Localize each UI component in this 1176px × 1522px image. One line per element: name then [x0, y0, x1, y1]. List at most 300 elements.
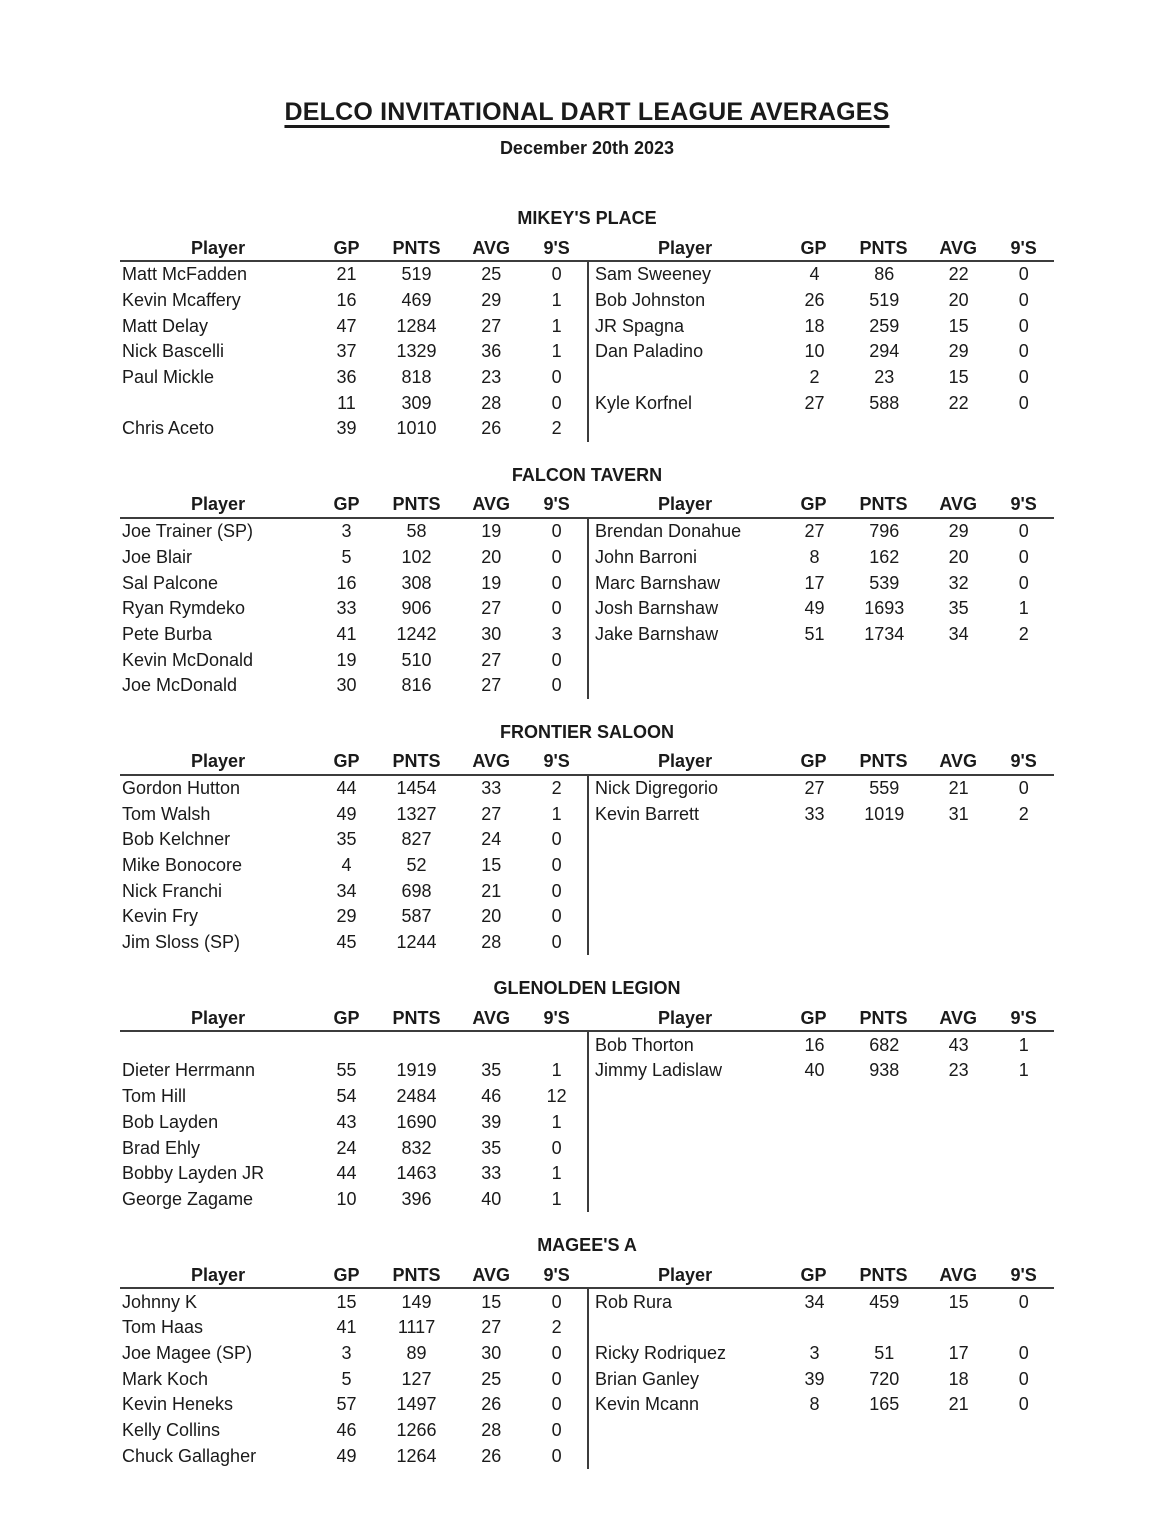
nines-cell: 0 [551, 829, 562, 850]
column-header: 9'S [543, 1007, 570, 1028]
nines-cell: 0 [551, 1445, 562, 1466]
gp-cell: 10 [336, 1188, 357, 1209]
body-half-left [120, 1289, 587, 1469]
player-name-cell: Joe Trainer (SP) [122, 521, 254, 542]
column-header-row [587, 1006, 1054, 1030]
nines-cell: 0 [551, 1394, 562, 1415]
column-header: PNTS [392, 1007, 441, 1028]
avg-cell: 18 [948, 1368, 969, 1389]
pnts-cell: 818 [401, 367, 432, 388]
player-row [589, 801, 1054, 827]
player-row [589, 1187, 1054, 1213]
player-name-cell: Kevin McDonald [122, 649, 254, 670]
player-row [120, 288, 587, 314]
player-row [589, 1443, 1054, 1469]
column-header-row [587, 493, 1054, 517]
table-header [120, 1006, 1054, 1032]
avg-cell: 27 [481, 315, 502, 336]
gp-cell: 47 [336, 315, 357, 336]
player-name-cell: Kevin Fry [122, 906, 199, 927]
column-header: PNTS [392, 1264, 441, 1285]
column-header-row [120, 1263, 587, 1287]
player-row [589, 647, 1054, 673]
column-header: AVG [939, 494, 978, 515]
team-section [120, 721, 1054, 956]
avg-cell: 28 [481, 932, 502, 953]
player-row [589, 930, 1054, 956]
pnts-cell: 588 [869, 392, 900, 413]
nines-cell: 3 [551, 623, 562, 644]
pnts-cell: 1284 [396, 315, 437, 336]
nines-cell: 2 [551, 777, 562, 798]
player-row [120, 904, 587, 930]
nines-cell: 1 [551, 1111, 562, 1132]
nines-cell: 1 [551, 1060, 562, 1081]
gp-cell: 3 [341, 521, 352, 542]
player-name-cell: Ricky Rodriquez [595, 1342, 727, 1363]
pnts-cell: 165 [869, 1394, 900, 1415]
avg-cell: 23 [948, 1060, 969, 1081]
avg-cell: 28 [481, 392, 502, 413]
nines-cell: 0 [1018, 1394, 1029, 1415]
pnts-cell: 720 [869, 1368, 900, 1389]
avg-cell: 28 [481, 1420, 502, 1441]
pnts-cell: 149 [401, 1291, 432, 1312]
player-name-cell: Bob Kelchner [122, 829, 231, 850]
player-row [120, 622, 587, 648]
player-row [120, 1289, 587, 1315]
gp-cell: 5 [341, 1368, 352, 1389]
column-header: 9'S [1010, 237, 1037, 258]
table-body [120, 1289, 1054, 1469]
avg-cell: 35 [481, 1137, 502, 1158]
avg-cell: 15 [481, 855, 502, 876]
avg-cell: 21 [948, 1394, 969, 1415]
nines-cell: 1 [551, 803, 562, 824]
avg-cell: 15 [948, 315, 969, 336]
player-row [589, 1161, 1054, 1187]
team-section [120, 977, 1054, 1212]
gp-cell: 39 [336, 418, 357, 439]
gp-cell: 37 [336, 341, 357, 362]
gp-cell: 27 [804, 392, 825, 413]
avg-cell: 19 [481, 521, 502, 542]
nines-cell: 1 [1018, 598, 1029, 619]
nines-cell: 0 [1018, 572, 1029, 593]
team-name: FALCON TAVERN [511, 464, 663, 485]
header-half-left [120, 493, 587, 517]
header-half-right [587, 750, 1054, 774]
player-name-cell: Bob Layden [122, 1111, 219, 1132]
pnts-cell: 58 [406, 521, 427, 542]
player-row [120, 545, 587, 571]
player-name-cell: Nick Digregorio [595, 777, 719, 798]
column-header: AVG [939, 237, 978, 258]
player-name-cell: Rob Rura [595, 1291, 673, 1312]
player-row [120, 1084, 587, 1110]
gp-cell: 51 [804, 623, 825, 644]
column-header: Player [658, 494, 713, 515]
body-half-right [587, 1289, 1054, 1469]
team-section [120, 464, 1054, 699]
nines-cell: 0 [551, 367, 562, 388]
avg-cell: 33 [481, 1163, 502, 1184]
player-row [589, 1315, 1054, 1341]
pnts-cell: 510 [401, 649, 432, 670]
player-row [589, 288, 1054, 314]
page-title: DELCO INVITATIONAL DART LEAGUE AVERAGES [284, 98, 890, 126]
column-header-row [587, 236, 1054, 260]
pnts-cell: 1693 [864, 598, 905, 619]
player-row [120, 1418, 587, 1444]
gp-cell: 41 [336, 1317, 357, 1338]
gp-cell: 26 [804, 290, 825, 311]
player-row [589, 622, 1054, 648]
column-header: 9'S [543, 751, 570, 772]
pnts-cell: 1117 [397, 1317, 436, 1338]
nines-cell: 0 [1018, 341, 1029, 362]
gp-cell: 3 [809, 1342, 820, 1363]
body-half-right [587, 519, 1054, 699]
nines-cell: 0 [551, 1137, 562, 1158]
nines-cell: 0 [551, 546, 562, 567]
player-row [120, 313, 587, 339]
gp-cell: 4 [809, 264, 820, 285]
player-name-cell: Joe Magee (SP) [122, 1342, 253, 1363]
player-row [120, 339, 587, 365]
column-header-row [587, 750, 1054, 774]
header-half-right [587, 236, 1054, 260]
player-name-cell: Kelly Collins [122, 1420, 221, 1441]
pnts-cell: 1266 [396, 1420, 437, 1441]
pnts-cell: 459 [869, 1291, 900, 1312]
column-header: Player [191, 1007, 246, 1028]
column-header: GP [800, 237, 827, 258]
player-name-cell: Joe McDonald [122, 675, 238, 696]
gp-cell: 36 [336, 367, 357, 388]
team-name: FRONTIER SALOON [500, 721, 674, 742]
gp-cell: 2 [809, 367, 820, 388]
player-row [120, 416, 587, 442]
nines-cell: 2 [551, 418, 562, 439]
player-row [120, 1366, 587, 1392]
pnts-cell: 469 [401, 290, 432, 311]
avg-cell: 35 [948, 598, 969, 619]
player-row [120, 930, 587, 956]
player-name-cell: Mike Bonocore [122, 855, 243, 876]
column-header: 9'S [543, 1264, 570, 1285]
player-row [120, 801, 587, 827]
player-row [120, 570, 587, 596]
player-name-cell: Brendan Donahue [595, 521, 742, 542]
avg-cell: 40 [481, 1188, 502, 1209]
avg-cell: 27 [481, 1317, 502, 1338]
player-row [120, 1161, 587, 1187]
gp-cell: 55 [336, 1060, 357, 1081]
column-header: GP [333, 751, 360, 772]
player-row [589, 1418, 1054, 1444]
nines-cell: 0 [551, 932, 562, 953]
player-name-cell: Nick Franchi [122, 880, 223, 901]
player-name-cell: Bob Thorton [595, 1034, 694, 1055]
nines-cell: 0 [1018, 1291, 1029, 1312]
pnts-cell: 832 [401, 1137, 432, 1158]
column-header: 9'S [1010, 494, 1037, 515]
player-name-cell: Joe Blair [122, 546, 193, 567]
pnts-cell: 308 [401, 572, 432, 593]
gp-cell: 16 [804, 1034, 825, 1055]
table-header [120, 236, 1054, 262]
header-half-right [587, 1263, 1054, 1287]
player-row [589, 1058, 1054, 1084]
player-row [589, 1392, 1054, 1418]
avg-cell: 26 [481, 1445, 502, 1466]
avg-cell: 24 [481, 829, 502, 850]
nines-cell: 0 [1018, 290, 1029, 311]
nines-cell: 1 [551, 315, 562, 336]
player-row [589, 1135, 1054, 1161]
avg-cell: 30 [481, 1342, 502, 1363]
player-name-cell: Matt McFadden [122, 264, 248, 285]
column-header: Player [191, 237, 246, 258]
player-row [589, 673, 1054, 699]
gp-cell: 8 [809, 1394, 820, 1415]
player-row [589, 570, 1054, 596]
player-name-cell: Josh Barnshaw [595, 598, 719, 619]
gp-cell: 33 [804, 803, 825, 824]
pnts-cell: 827 [401, 829, 432, 850]
player-row [589, 596, 1054, 622]
gp-cell: 44 [336, 777, 357, 798]
gp-cell: 40 [804, 1060, 825, 1081]
column-header: Player [191, 1264, 246, 1285]
avg-cell: 27 [481, 649, 502, 670]
avg-cell: 15 [948, 1291, 969, 1312]
nines-cell: 0 [551, 906, 562, 927]
column-header: GP [800, 494, 827, 515]
player-name-cell: Pete Burba [122, 623, 213, 644]
player-name-cell: Paul Mickle [122, 367, 215, 388]
player-row [120, 1058, 587, 1084]
gp-cell: 16 [336, 290, 357, 311]
player-name-cell: JR Spagna [595, 315, 685, 336]
player-row [120, 596, 587, 622]
table-body [120, 262, 1054, 442]
player-name-cell: Johnny K [122, 1291, 198, 1312]
player-row [120, 1315, 587, 1341]
pnts-cell: 559 [869, 777, 900, 798]
column-header: Player [658, 1264, 713, 1285]
player-name-cell: Tom Walsh [122, 803, 211, 824]
player-row [589, 1366, 1054, 1392]
nines-cell: 2 [551, 1317, 562, 1338]
pnts-cell: 127 [401, 1368, 432, 1389]
gp-cell: 5 [341, 546, 352, 567]
pnts-cell: 1919 [396, 1060, 437, 1081]
player-row [120, 776, 587, 802]
table-header [120, 750, 1054, 776]
body-half-left [120, 1032, 587, 1212]
avg-cell: 25 [481, 1368, 502, 1389]
avg-cell: 21 [481, 880, 502, 901]
pnts-cell: 1690 [396, 1111, 437, 1132]
avg-cell: 29 [948, 341, 969, 362]
header-half-left [120, 1263, 587, 1287]
player-row [589, 416, 1054, 442]
pnts-cell: 162 [869, 546, 900, 567]
gp-cell: 27 [804, 777, 825, 798]
column-header: PNTS [859, 1264, 908, 1285]
pnts-cell: 1019 [864, 803, 905, 824]
player-row [120, 1341, 587, 1367]
gp-cell: 21 [336, 264, 357, 285]
player-row [589, 1110, 1054, 1136]
player-name-cell: Bobby Layden JR [122, 1163, 265, 1184]
avg-cell: 20 [948, 290, 969, 311]
pnts-cell: 1454 [396, 777, 437, 798]
gp-cell: 49 [336, 803, 357, 824]
team-name: MIKEY'S PLACE [517, 208, 657, 228]
pnts-cell: 1010 [396, 418, 437, 439]
player-row [120, 1032, 587, 1058]
pnts-cell: 519 [401, 264, 432, 285]
page-subtitle: December 20th 2023 [499, 138, 675, 158]
player-name-cell: John Barroni [595, 546, 698, 567]
player-name-cell: Matt Delay [122, 315, 209, 336]
avg-cell: 27 [481, 675, 502, 696]
player-name-cell: Dan Paladino [595, 341, 704, 362]
gp-cell: 16 [336, 572, 357, 593]
nines-cell: 1 [551, 290, 562, 311]
player-row [120, 1392, 587, 1418]
player-name-cell: Kevin Mcaffery [122, 290, 241, 311]
pnts-cell: 294 [869, 341, 900, 362]
avg-cell: 17 [948, 1342, 969, 1363]
avg-cell: 46 [481, 1086, 502, 1107]
pnts-cell: 1242 [396, 623, 437, 644]
nines-cell: 1 [1018, 1034, 1029, 1055]
pnts-cell: 539 [869, 572, 900, 593]
pnts-cell: 52 [406, 855, 427, 876]
body-half-right [587, 1032, 1054, 1212]
avg-cell: 26 [481, 418, 502, 439]
gp-cell: 29 [336, 906, 357, 927]
player-name-cell: Chris Aceto [122, 418, 215, 439]
gp-cell: 39 [804, 1368, 825, 1389]
player-row [589, 853, 1054, 879]
pnts-cell: 906 [401, 598, 432, 619]
avg-cell: 22 [948, 264, 969, 285]
player-row [589, 827, 1054, 853]
gp-cell: 4 [341, 855, 352, 876]
body-half-left [120, 262, 587, 442]
team-sections [120, 207, 1054, 1469]
player-row [120, 878, 587, 904]
pnts-cell: 587 [401, 906, 432, 927]
avg-cell: 43 [948, 1034, 969, 1055]
nines-cell: 0 [551, 598, 562, 619]
nines-cell: 0 [1018, 367, 1029, 388]
player-name-cell: Jimmy Ladislaw [595, 1060, 723, 1081]
nines-cell: 2 [1018, 803, 1029, 824]
player-row [120, 390, 587, 416]
table-body [120, 776, 1054, 956]
header-half-left [120, 236, 587, 260]
column-header: Player [658, 751, 713, 772]
avg-cell: 27 [481, 803, 502, 824]
gp-cell: 43 [336, 1111, 357, 1132]
body-half-left [120, 519, 587, 699]
pnts-cell: 51 [874, 1342, 895, 1363]
nines-cell: 1 [551, 341, 562, 362]
gp-cell: 30 [336, 675, 357, 696]
nines-cell: 0 [551, 264, 562, 285]
player-row [120, 365, 587, 391]
column-header: AVG [472, 494, 511, 515]
pnts-cell: 698 [401, 880, 432, 901]
column-header: AVG [939, 751, 978, 772]
pnts-cell: 796 [869, 521, 900, 542]
pnts-cell: 309 [401, 392, 432, 413]
avg-cell: 20 [481, 546, 502, 567]
gp-cell: 44 [336, 1163, 357, 1184]
nines-cell: 0 [551, 392, 562, 413]
avg-cell: 26 [481, 1394, 502, 1415]
avg-cell: 22 [948, 392, 969, 413]
player-name-cell: Sam Sweeney [595, 264, 712, 285]
player-name-cell: Kevin Mcann [595, 1394, 700, 1415]
table-body [120, 519, 1054, 699]
avg-cell: 20 [948, 546, 969, 567]
player-name-cell: Sal Palcone [122, 572, 219, 593]
avg-cell: 29 [948, 521, 969, 542]
table-body [120, 1032, 1054, 1212]
gp-cell: 19 [336, 649, 357, 670]
header-half-right [587, 1006, 1054, 1030]
table-header [120, 1263, 1054, 1289]
column-header: 9'S [1010, 751, 1037, 772]
team-section [120, 207, 1054, 442]
nines-cell: 0 [551, 675, 562, 696]
pnts-cell: 23 [874, 367, 895, 388]
nines-cell: 2 [1018, 623, 1029, 644]
player-row [589, 313, 1054, 339]
player-name-cell: George Zagame [122, 1188, 254, 1209]
pnts-cell: 1264 [396, 1445, 437, 1466]
avg-cell: 29 [481, 290, 502, 311]
nines-cell: 0 [1018, 1342, 1029, 1363]
pnts-cell: 519 [869, 290, 900, 311]
header-half-right [587, 493, 1054, 517]
player-row [120, 1135, 587, 1161]
pnts-cell: 2484 [396, 1086, 437, 1107]
column-header: AVG [472, 1007, 511, 1028]
nines-cell: 0 [1018, 521, 1029, 542]
player-name-cell: Gordon Hutton [122, 777, 241, 798]
avg-cell: 36 [481, 341, 502, 362]
pnts-cell: 938 [869, 1060, 900, 1081]
player-name-cell: Mark Koch [122, 1368, 209, 1389]
nines-cell: 0 [551, 649, 562, 670]
gp-cell: 33 [336, 598, 357, 619]
gp-cell: 54 [336, 1086, 357, 1107]
column-header: AVG [472, 751, 511, 772]
avg-cell: 32 [948, 572, 969, 593]
gp-cell: 17 [804, 572, 825, 593]
gp-cell: 3 [341, 1342, 352, 1363]
nines-cell: 0 [551, 521, 562, 542]
pnts-cell: 1463 [396, 1163, 437, 1184]
